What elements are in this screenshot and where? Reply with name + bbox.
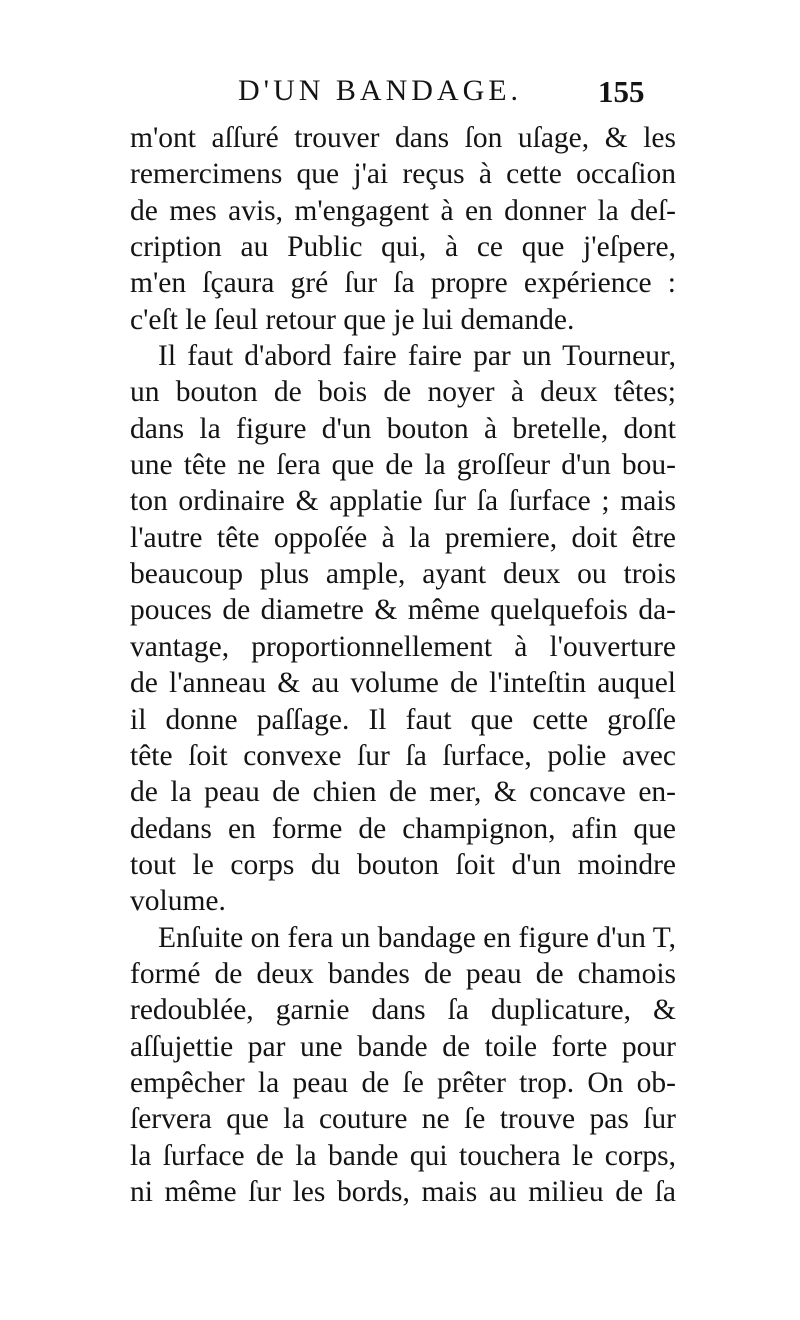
text-line: dedans en forme de champignon, afin que bbox=[130, 812, 676, 845]
text-line: vantage, proportionnellement à l'ouverture bbox=[130, 630, 676, 663]
paragraph-start-line: Enſuite on fera un bandage en figure d'un T, bbox=[158, 921, 676, 954]
text-line: cription au Public qui, à ce que j'eſpere, bbox=[130, 231, 676, 264]
text-line: redoublée, garnie dans ſa duplicature, & bbox=[130, 994, 676, 1027]
text-line: beaucoup plus ample, ayant deux ou trois bbox=[130, 558, 676, 591]
text-line: ni même ſur les bords, mais au milieu de ſa bbox=[130, 1175, 676, 1208]
text-line: tête ſoit convexe ſur ſa ſurface, polie avec bbox=[130, 739, 676, 772]
text-line: il donne paſſage. Il faut que cette groſſe bbox=[130, 703, 676, 736]
text-line: m'ont aſſuré trouver dans ſon uſage, & les bbox=[130, 122, 676, 154]
text-line: la ſurface de la bande qui touchera le corps, bbox=[130, 1139, 676, 1172]
text-line: ſervera que la couture ne ſe trouve pas ſur bbox=[130, 1103, 676, 1136]
text-line: tout le corps du bouton ſoit d'un moindre bbox=[130, 848, 676, 881]
text-line: formé de deux bandes de peau de chamois bbox=[130, 957, 676, 990]
text-line: c'eſt le ſeul retour que je lui demande. bbox=[130, 303, 575, 336]
text-line: une tête ne ſera que de la groſſeur d'un bou- bbox=[130, 449, 676, 482]
running-head bbox=[0, 74, 800, 120]
body-text bbox=[130, 120, 676, 1210]
text-line: aſſujettie par une bande de toile forte pour bbox=[130, 1030, 676, 1063]
text-line: empêcher la peau de ſe prêter trop. On ob- bbox=[130, 1066, 676, 1099]
text-line: l'autre tête oppoſée à la premiere, doit être bbox=[130, 521, 676, 554]
text-line: de mes avis, m'engagent à en donner la deſ- bbox=[130, 194, 676, 227]
text-line: dans la figure d'un bouton à bretelle, dont bbox=[130, 412, 676, 445]
text-line: un bouton de bois de noyer à deux têtes; bbox=[130, 376, 676, 409]
text-line: remercimens que j'ai reçus à cette occaſion bbox=[130, 158, 676, 191]
text-line: de l'anneau & au volume de l'inteſtin auquel bbox=[130, 667, 676, 700]
text-line: ton ordinaire & applatie ſur ſa ſurface ; mais bbox=[130, 485, 676, 518]
text-line: volume. bbox=[130, 885, 226, 918]
text-line: pouces de diametre & même quelquefois da- bbox=[130, 594, 676, 627]
text-line: de la peau de chien de mer, & concave en- bbox=[130, 776, 676, 809]
running-title: D'UN BANDAGE. bbox=[238, 74, 523, 107]
text-line: m'en ſçaura gré ſur ſa propre expérience : bbox=[130, 267, 676, 300]
paragraph-start-line: Il faut d'abord faire faire par un Tourneur, bbox=[158, 340, 676, 373]
page-number: 155 bbox=[598, 74, 645, 109]
